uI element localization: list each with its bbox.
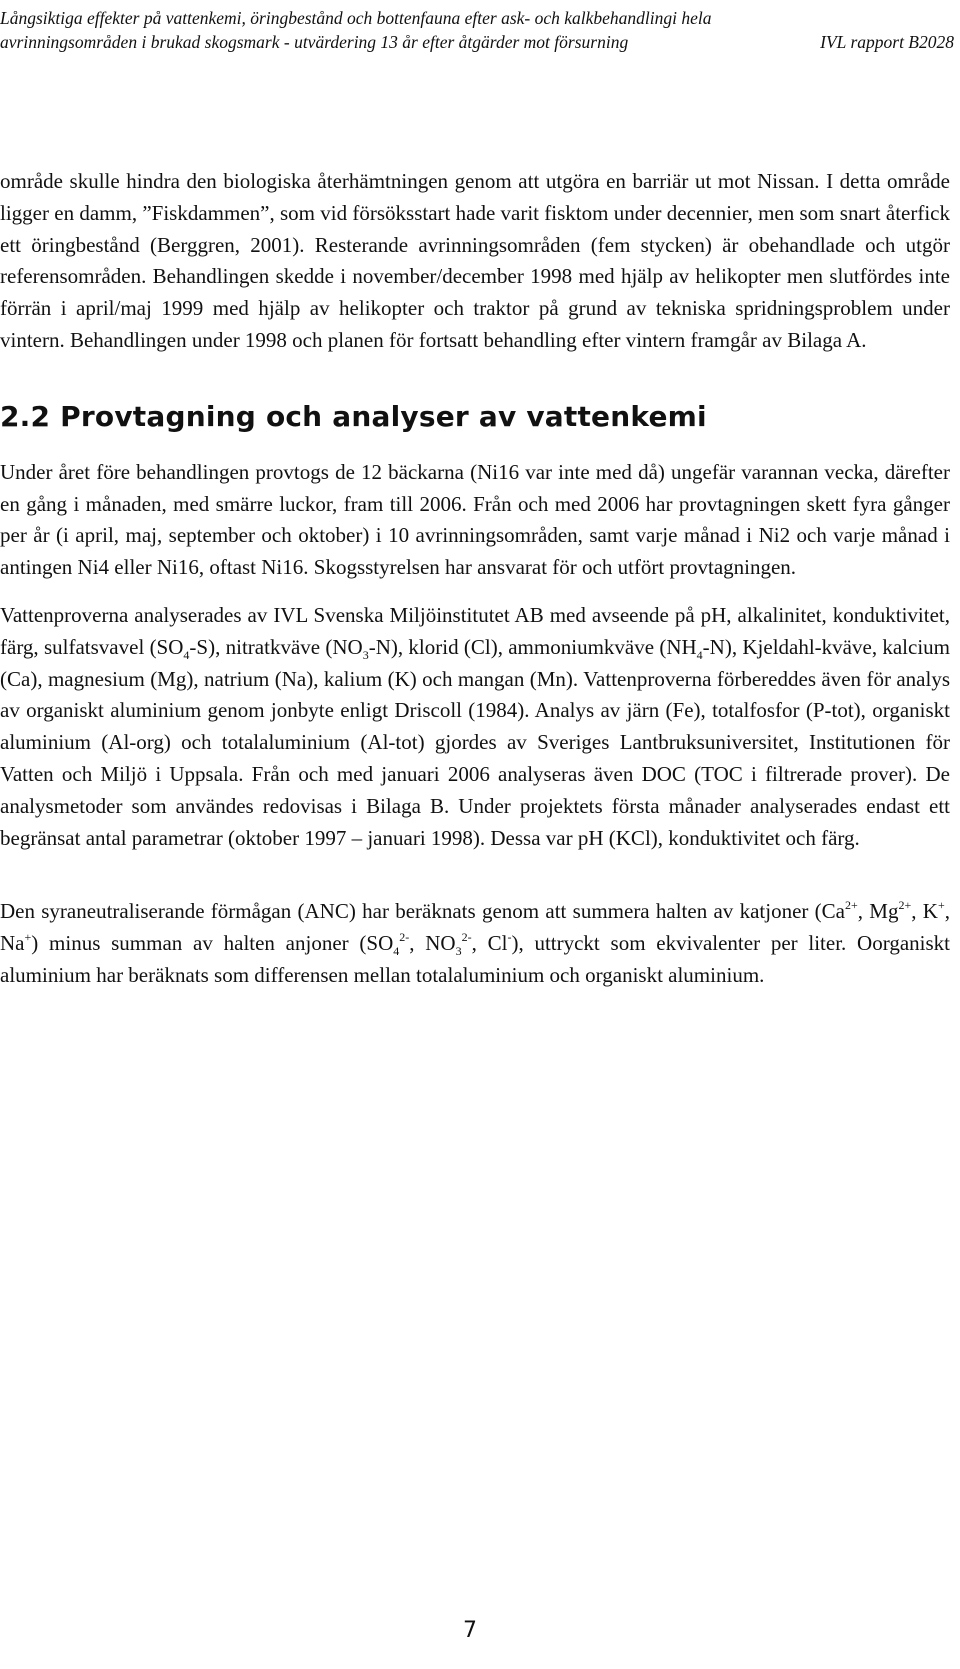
report-title-line-1: Långsiktiga effekter på vattenkemi, öringbestånd och bottenfauna efter ask- och kalkbehandlingi hela: [0, 8, 712, 28]
spacer: [0, 357, 950, 399]
paragraph-analysis: Vattenproverna analyserades av IVL Svenska Miljöinstitutet AB med avseende på pH, alkalinitet, konduktivitet, färg, sulfatsvavel $(SO_4-S)$, nitratkväve $(NO_3-N)$, klorid (Cl), ammoniumkväve $(NH_4-N)$, Kjeldahl-kväve, kalcium (Ca), magnesium (Mg), natrium (Na), kalium (K) och mangan (Mn). Vattenproverna förbereddes även för analys av organiskt aluminium genom jonbyte enligt Driscoll (1984). Analys av järn (Fe), totalfosfor (P-tot), organiskt aluminium (Al-org) och totalaluminium (Al-tot) gjordes av Sveriges Lantbruksuniversitet, Institutionen för Vatten och Miljö i Uppsala. Från och med januari 2006 analyseras även DOC (TOC i filtrerade prover). De analysmetoder som användes redovisas i Bilaga B. Under projektets första månader analyserades endast ett begränsat antal parametrar (oktober 1997 – januari 1998). Dessa var pH (KCl), konduktivitet och färg.: [0, 602, 951, 850]
paragraph-sampling: Under året före behandlingen provtogs de 12 bäckarna (Ni16 var inte med då) ungefär varannan vecka, därefter en gång i månaden, med smärre luckor, fram till 2006. Från och med 2006 har provtagningen skett fyra gånger per år (i april, maj, september och oktober) i 10 avrinningsområden, samt varje månad i Ni2 och varje månad i antingen Ni4 eller Ni16, oftast Ni16. Skogsstyrelsen har ansvarat för och utfört provtagningen.: [0, 459, 950, 580]
paragraph-treatment: område skulle hindra den biologiska återhämtningen genom att utgöra en barriär ut mot Nissan. I detta område ligger en damm, ”Fiskdammen”, som vid försöksstart hade varit fisktom under decennier, men som snart återfick ett öringbestånd (Berggren, 2001). Resterande avrinningsområden (fem stycken) är obehandlade och utgör referensområden. Behandlingen skedde i november/december 1998 med hjälp av helikopter men slutfördes inte förrän i april/maj 1999 med hjälp av helikopter och traktor på grund av tekniska spridningsproblem under vintern. Behandlingen under 1998 och planen för fortsatt behandling efter vintern framgår av Bilaga A.: [0, 169, 950, 352]
spacer: [0, 435, 950, 457]
report-id: IVL rapport B2028: [820, 32, 954, 52]
spacer: [0, 854, 950, 896]
section-heading: 2.2 Provtagning och analyser av vattenkemi: [0, 399, 707, 433]
spacer: [0, 584, 950, 600]
document-body: [0, 166, 950, 992]
page-header: [0, 0, 960, 62]
report-title-line-2: avrinningsområden i brukad skogsmark - utvärdering 13 år efter åtgärder mot försurning: [0, 32, 629, 52]
report-title: [0, 6, 770, 54]
paragraph-anc: Den syraneutraliserande förmågan (ANC) har beräknats genom att summera halten av katjoner ($Ca^{2+}$, $Mg^{2+}$, K+, Na+) minus summan av halten anjoner ($SO_4^{2-}$, $NO_3^{2-}$, Cl-), uttryckt som ekvivalenter per liter. Oorganiskt aluminium har beräknats som differensen mellan totalaluminium och organiskt aluminium.: [0, 898, 950, 987]
page-number: 7: [463, 1618, 477, 1643]
